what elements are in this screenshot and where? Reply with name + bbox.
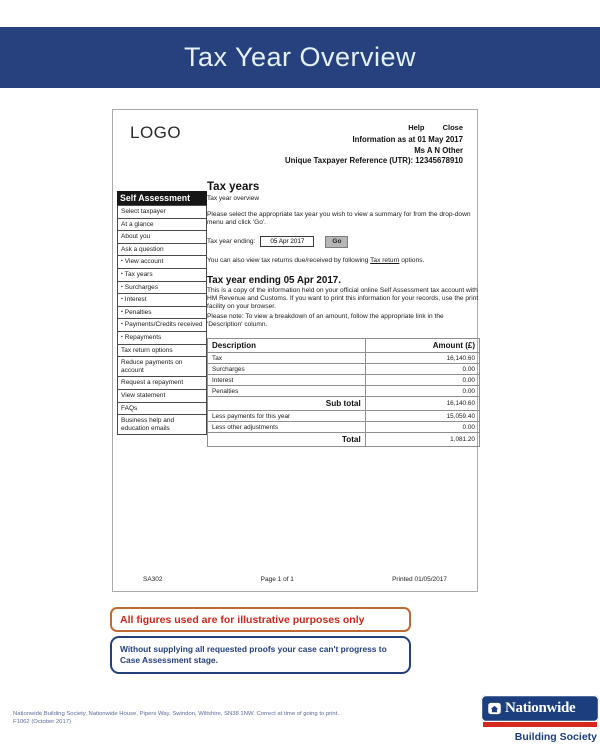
sidebar-item-ask-a-question[interactable] — [117, 243, 207, 257]
portal-links — [392, 123, 463, 132]
footer-small-print — [13, 711, 339, 726]
page-banner — [0, 27, 600, 88]
row-desc: Penalties — [208, 386, 366, 397]
main-content — [207, 181, 480, 447]
sidebar-item-label: View account — [124, 258, 164, 266]
table-row — [208, 353, 480, 364]
tax-year-form — [207, 236, 480, 248]
sidebar-item-payments-credits[interactable] — [117, 318, 207, 332]
form-code: SA302 — [143, 576, 163, 583]
sidebar-item-label: Penalties — [124, 308, 152, 316]
sidebar-item-label: Interest — [124, 296, 147, 304]
tax-return-link[interactable]: Tax return — [370, 256, 400, 264]
sidebar-item-label: Tax return options — [121, 346, 173, 354]
sidebar-item-interest[interactable] — [117, 293, 207, 307]
close-link[interactable]: Close — [442, 123, 463, 132]
sidebar-item-label: Surcharges — [124, 283, 159, 291]
row-amount: 0.00 — [365, 375, 479, 386]
sidebar-item-tax-return-options[interactable] — [117, 344, 207, 358]
table-header-row — [208, 339, 480, 353]
page-title: Tax Year Overview — [183, 42, 417, 72]
sidebar-item-surcharges[interactable] — [117, 281, 207, 295]
sidebar-item-at-a-glance[interactable] — [117, 218, 207, 232]
nationwide-red-stripe — [483, 722, 597, 727]
footer-address: Nationwide Building Society, Nationwide House, Pipers Way, Swindon, Wiltshire, SN38 1NW. Correct at time of going to print. — [13, 711, 339, 717]
row-amount: 0.00 — [365, 422, 479, 433]
info-utr: Unique Taxpayer Reference (UTR): 12345678910 — [285, 156, 463, 165]
go-button[interactable]: Go — [325, 236, 348, 248]
nationwide-wordmark: Nationwide — [505, 700, 576, 716]
nationwide-emblem-icon — [487, 701, 502, 716]
row-desc: Total — [208, 433, 366, 447]
document-page — [112, 109, 478, 592]
info-name: Ms A N Other — [414, 145, 463, 155]
sidebar-item-label: Tax years — [124, 270, 153, 278]
sidebar-item-label: Payments/Credits received — [124, 321, 203, 329]
table-row — [208, 386, 480, 397]
tax-year-input[interactable] — [260, 236, 314, 247]
page-number: Page 1 of 1 — [260, 576, 294, 583]
section-heading: Tax years — [207, 181, 260, 193]
bullet-icon: ▪ — [121, 321, 123, 328]
table-row — [208, 411, 480, 422]
bullet-icon: ▪ — [121, 283, 123, 290]
sidebar-item-label: Reduce payments on account — [121, 359, 183, 374]
intro-paragraph: Please select the appropriate tax year you wish to view a summary for from the drop-down menu and click 'Go'. — [207, 211, 471, 227]
row-desc: Less payments for this year — [208, 411, 366, 422]
bullet-icon: ▪ — [121, 308, 123, 315]
sidebar-item-label: Request a repayment — [121, 379, 184, 387]
row-desc: Tax — [208, 353, 366, 364]
bullet-icon: ▪ — [121, 333, 123, 340]
sidebar-item-business-help[interactable] — [117, 414, 207, 435]
proofs-notice-text: Without supplying all requested proofs your case can't progress to Case Assessment stage. — [120, 644, 387, 665]
logo-placeholder: LOGO — [130, 123, 182, 142]
row-desc: Sub total — [208, 397, 366, 411]
row-amount: 16,140.60 — [365, 397, 479, 411]
nationwide-logo-box — [481, 695, 599, 722]
building-society-label: Building Society — [514, 731, 597, 743]
proofs-notice — [110, 636, 411, 674]
sidebar-item-tax-years[interactable] — [117, 268, 207, 282]
copy-paragraph: This is a copy of the information held on your official online Self Assessment tax account with HM Revenue and Customs. If you want to print this information for your records, use the print facility on your browser. — [207, 286, 479, 311]
note-text-after: options. — [399, 256, 425, 264]
sidebar-item-label: FAQs — [121, 404, 138, 412]
bullet-icon: ▪ — [121, 296, 123, 303]
sidebar-item-label: At a glance — [121, 220, 154, 228]
sidebar-item-penalties[interactable] — [117, 306, 207, 320]
nationwide-logo — [481, 695, 599, 743]
bullet-icon: ▪ — [121, 258, 123, 265]
sidebar-item-label: Select taxpayer — [121, 208, 166, 215]
illustrative-notice — [110, 607, 411, 632]
table-row — [208, 364, 480, 375]
document-footer — [113, 576, 477, 583]
row-amount: 15,059.40 — [365, 411, 479, 422]
row-amount: 0.00 — [365, 386, 479, 397]
sidebar — [117, 191, 207, 435]
sidebar-item-label: Business help and education emails — [121, 417, 175, 432]
tax-return-note — [207, 257, 480, 265]
sidebar-item-label: View statement — [121, 391, 166, 399]
row-desc: Interest — [208, 375, 366, 386]
sidebar-item-label: Repayments — [124, 333, 162, 341]
section-subheading: Tax year overview — [207, 195, 260, 202]
taxpayer-info — [285, 135, 463, 167]
footer-form-ref: F1062 (October 2017) — [13, 718, 71, 725]
sidebar-item-label: Ask a question — [121, 245, 164, 253]
table-row — [208, 375, 480, 386]
row-desc: Surcharges — [208, 364, 366, 375]
row-amount: 16,140.60 — [365, 353, 479, 364]
bullet-icon: ▪ — [121, 270, 123, 277]
sidebar-item-view-statement[interactable] — [117, 389, 207, 403]
row-amount: 1,081.20 — [365, 433, 479, 447]
amounts-table — [207, 338, 480, 447]
sidebar-item-view-account[interactable] — [117, 255, 207, 269]
row-desc: Less other adjustments — [208, 422, 366, 433]
sidebar-item-reduce-payments[interactable] — [117, 356, 207, 377]
tax-year-label: Tax year ending: — [207, 238, 256, 246]
sidebar-item-request-repayment[interactable] — [117, 376, 207, 390]
col-description: Description — [208, 339, 366, 353]
row-amount: 0.00 — [365, 364, 479, 375]
printed-date: Printed 01/05/2017 — [392, 576, 447, 583]
sidebar-item-about-you[interactable] — [117, 230, 207, 244]
sidebar-item-label: About you — [121, 233, 151, 241]
sidebar-item-repayments[interactable] — [117, 331, 207, 345]
note-text-before: You can also view tax returns due/received by following — [207, 256, 371, 264]
please-note-paragraph: Please note: To view a breakdown of an amount, follow the appropriate link in the 'Description' column. — [207, 312, 444, 329]
table-row — [208, 422, 480, 433]
info-date: Information as at 01 May 2017 — [352, 135, 463, 144]
sidebar-item-faqs[interactable] — [117, 402, 207, 416]
subtotal-row — [208, 397, 480, 411]
tax-year-section-title: Tax year ending 05 Apr 2017. — [207, 274, 341, 286]
sidebar-item-select-taxpayer[interactable] — [117, 205, 207, 219]
sidebar-header: Self Assessment — [117, 191, 207, 206]
col-amount: Amount (£) — [365, 339, 479, 353]
total-row — [208, 433, 480, 447]
help-link[interactable]: Help — [408, 123, 425, 132]
illustrative-notice-text: All figures used are for illustrative purposes only — [120, 613, 365, 626]
